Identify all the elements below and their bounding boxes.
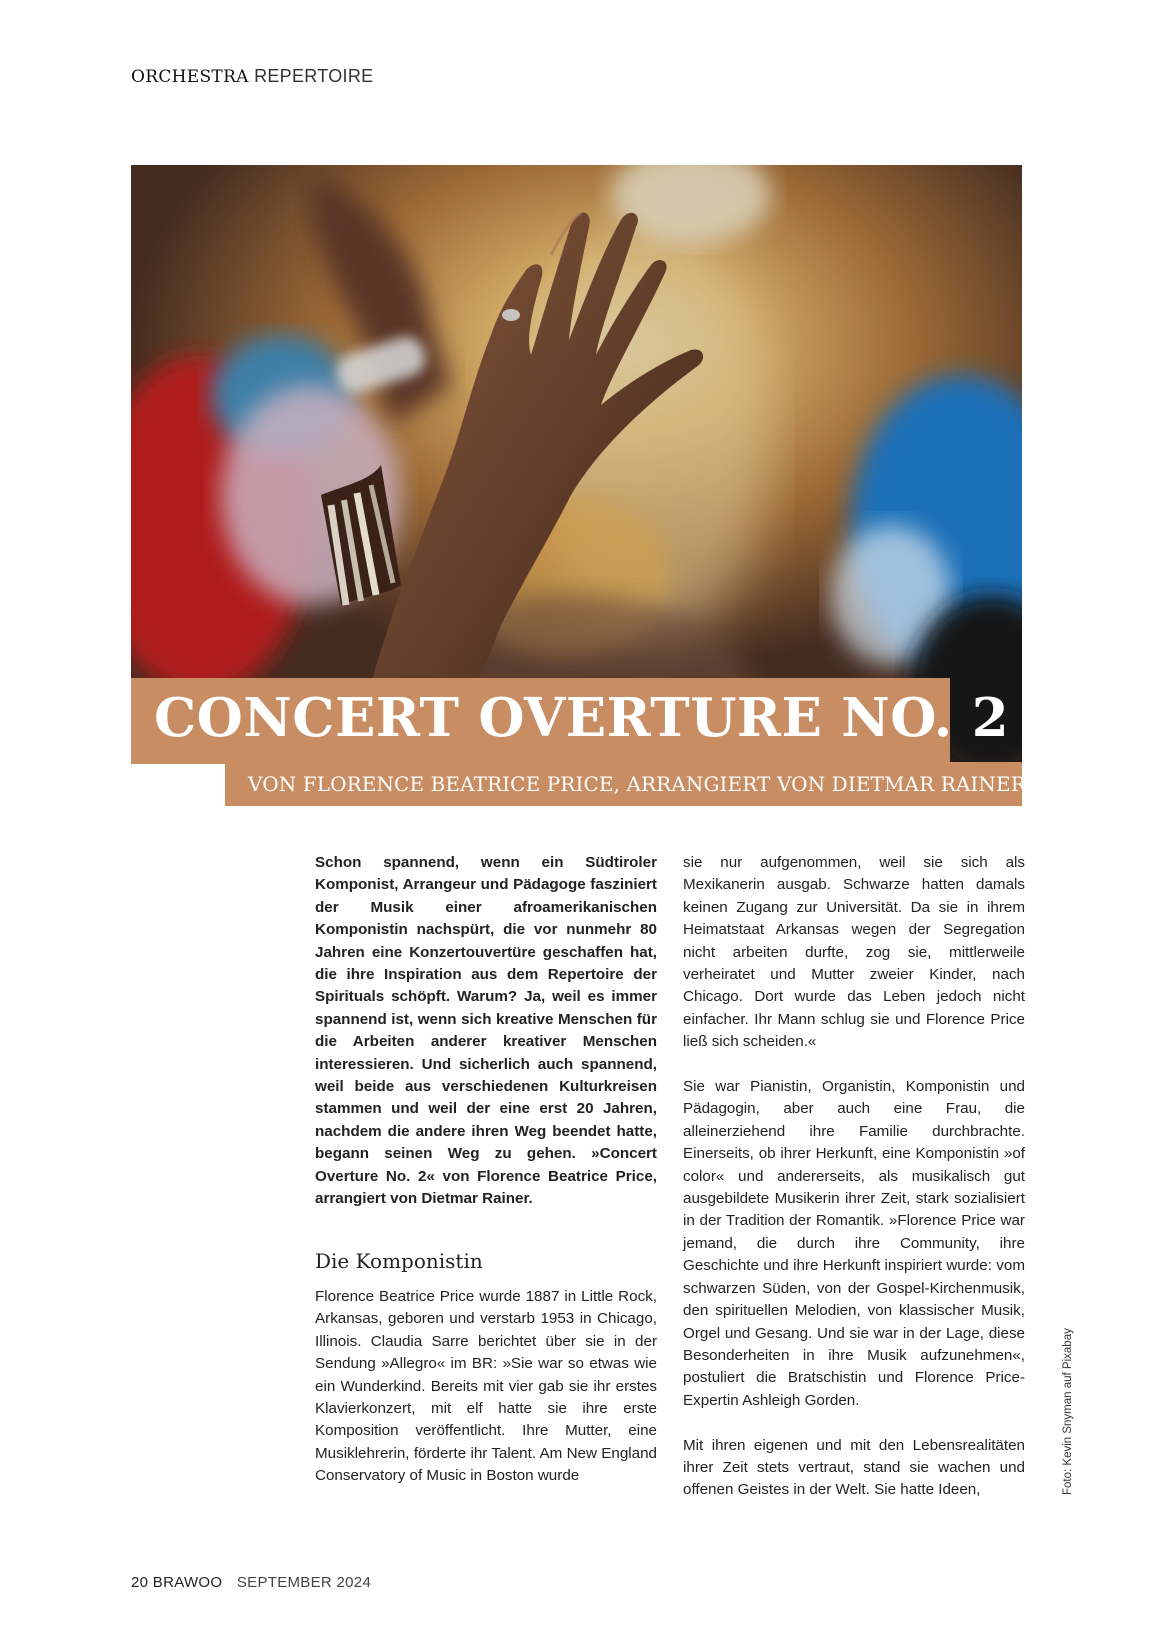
article-subtitle: VON FLORENCE BEATRICE PRICE, ARRANGIERT VON DIETMAR RAINER: [248, 772, 1026, 796]
column-right: [683, 852, 1025, 1502]
lead-paragraph: Schon spannend, wenn ein Südtiroler Komponist, Arrangeur und Pädagoge fasziniert der Musik einer afroamerikanischen Komponistin nachspürt, die vor nunmehr 80 Jahren eine Konzertouvertüre geschaffen hat, die ihre Inspiration aus dem Repertoire der Spirituals schöpft. Warum? Ja, weil es immer spannend ist, wenn sich kreative Menschen für die Arbeiten anderer kreativer Menschen interessieren. Und sicherlich auch spannend, weil beide aus verschiedenen Kulturkreisen stammen und weil der eine erst 20 Jahren, nachdem die andere ihren Weg beendet hatte, begann seinen Weg zu gehen. »Concert Overture No. 2« von Florence Beatrice Price, arrangiert von Dietmar Rainer.: [315, 854, 657, 1208]
subsection-label: REPERTOIRE: [254, 66, 374, 86]
body-paragraph: Sie war Pianistin, Organistin, Komponistin und Pädagogin, aber auch eine Frau, die alleinerziehend ihre Familie durchbrachte. Einerseits, ob ihrer Herkunft, eine Komponistin »of color« und andererseits, als musikalisch gut ausgebildete Musikerin ihrer Zeit, stark sozialisiert in der Tradition der Romantik. »Florence Price war jemand, die durch ihre Community, ihre Geschichte und ihre Herkunft inspiriert wurde: vom schwarzen Süden, von der Gospel-Kirchenmusik, den spirituellen Melodien, von klassischer Musik, Orgel und Gesang. Und sie war in der Lage, diese Besonderheiten in ihre Musik aufzunehmen«, postuliert die Bratschistin und Florence Price-Expertin Ashleigh Gorden.: [683, 1078, 1025, 1409]
magazine-name: BRAWOO: [152, 1574, 223, 1591]
article-title: CONCERT OVERTURE NO. 2: [154, 687, 1010, 749]
issue-date: SEPTEMBER 2024: [236, 1574, 372, 1591]
photo-credit: Foto: Kevin Snyman auf Pixabay: [1062, 1328, 1074, 1495]
running-header: [131, 66, 373, 87]
column-left: [315, 852, 657, 1488]
hands-raised-photo-icon: [131, 165, 1022, 762]
section-heading: Die Komponistin: [315, 1248, 483, 1273]
body-paragraph: Florence Beatrice Price wurde 1887 in Little Rock, Arkansas, geboren und verstarb 1953 in Chicago, Illinois. Claudia Sarre berichtet über sie in der Sendung »Allegro« im BR: »Sie war so etwas wie ein Wunderkind. Bereits mit vier gab sie ihr erstes Klavierkonzert, mit elf hatte sie ihre erste Komposition veröffentlicht. Ihre Mutter, eine Musiklehrerin, förderte ihr Talent. Am New England Conservatory of Music in Boston wurde: [315, 1287, 657, 1485]
section-label: ORCHESTRA: [131, 67, 249, 87]
page-footer: [131, 1574, 371, 1591]
body-paragraph: sie nur aufgenommen, weil sie sich als Mexikanerin ausgab. Schwarze hatten damals keinen Zugang zur Universität. Da sie in ihrem Heimatstaat Arkansas wegen der Segregation nicht arbeiten durfte, zog sie, mittlerweile verheiratet und Mutter zweier Kinder, nach Chicago. Dort wurde das Leben jedoch nicht einfacher. Ihr Mann schlug sie und Florence Price ließ sich scheiden.«: [683, 854, 1025, 1051]
body-paragraph: Mit ihren eigenen und mit den Lebensrealitäten ihrer Zeit stets vertraut, stand sie wachen und offenen Geistes in der Welt. Sie hatte Ideen,: [683, 1436, 1025, 1499]
hero-photo: [131, 165, 1022, 762]
page-number: 20: [131, 1574, 149, 1591]
